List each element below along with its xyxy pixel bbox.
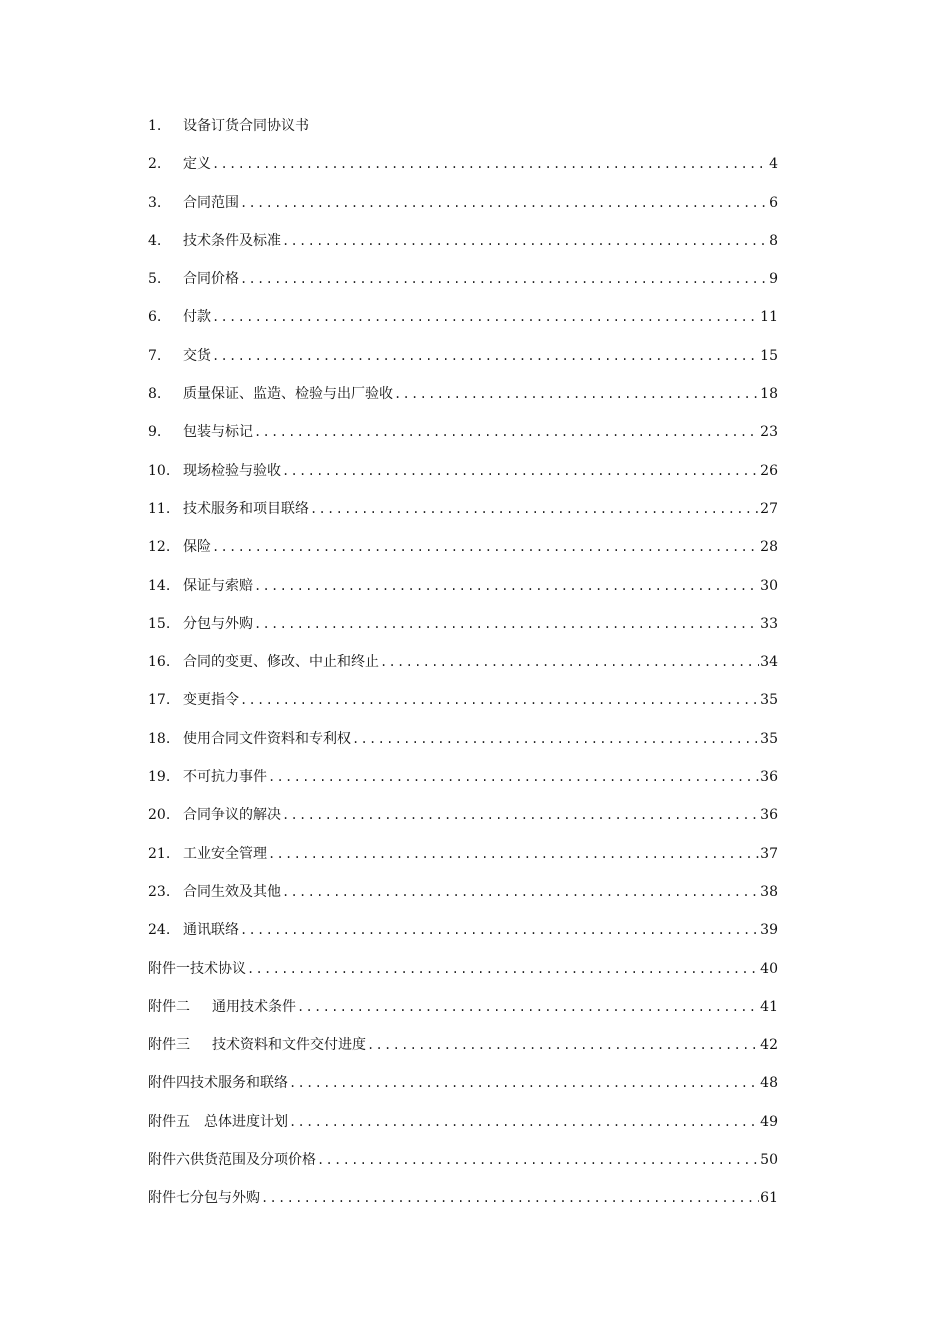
toc-entry-number: 2. bbox=[148, 156, 162, 173]
toc-entry[interactable] bbox=[148, 307, 778, 345]
toc-entry-page: 61 bbox=[760, 1190, 778, 1207]
toc-entry[interactable] bbox=[148, 997, 778, 1035]
toc-entry-page: 18 bbox=[760, 386, 778, 403]
toc-entry-number: 附件五 bbox=[148, 1113, 190, 1130]
toc-entry-page: 23 bbox=[760, 424, 778, 441]
toc-entry-page: 30 bbox=[760, 577, 778, 594]
toc-entry-title: 供货范围及分项价格 bbox=[190, 1152, 316, 1169]
toc-entry-number: 6. bbox=[148, 309, 162, 326]
toc-entry[interactable] bbox=[148, 231, 778, 269]
toc-dot-leader bbox=[240, 269, 768, 289]
toc-entry-number: 16. bbox=[148, 654, 171, 671]
toc-dot-leader bbox=[289, 1073, 759, 1093]
toc-entry[interactable] bbox=[148, 269, 778, 307]
toc-entry[interactable] bbox=[148, 576, 778, 614]
toc-entry-page: 40 bbox=[760, 960, 778, 977]
toc-entry-title: 交货 bbox=[183, 347, 211, 364]
toc-entry-page: 33 bbox=[760, 615, 778, 632]
toc-entry-number: 附件一 bbox=[148, 960, 190, 977]
toc-entry-page: 36 bbox=[760, 807, 778, 824]
toc-entry-number: 20. bbox=[148, 807, 171, 824]
toc-entry-page: 4 bbox=[769, 156, 778, 173]
toc-entry-title: 保证与索赔 bbox=[183, 577, 253, 594]
toc-entry[interactable] bbox=[148, 882, 778, 920]
toc-entry-number: 12. bbox=[148, 539, 171, 556]
toc-entry-number: 3. bbox=[148, 194, 162, 211]
toc-entry-page: 35 bbox=[760, 692, 778, 709]
toc-entry-title: 质量保证、监造、检验与出厂验收 bbox=[183, 386, 393, 403]
toc-dot-leader bbox=[289, 1112, 759, 1132]
toc-entry-title: 变更指令 bbox=[183, 692, 239, 709]
toc-dot-leader bbox=[282, 805, 759, 825]
toc-entry-page: 34 bbox=[760, 654, 778, 671]
toc-entry-title: 分包与外购 bbox=[183, 615, 253, 632]
toc-entry-title: 现场检验与验收 bbox=[183, 462, 281, 479]
toc-entry[interactable] bbox=[148, 537, 778, 575]
toc-entry-page: 28 bbox=[760, 539, 778, 556]
toc-entry-number: 15. bbox=[148, 615, 171, 632]
toc-entry[interactable] bbox=[148, 193, 778, 231]
toc-entry-title: 技术条件及标准 bbox=[183, 232, 281, 249]
toc-entry-title: 设备订货合同协议书 bbox=[183, 118, 309, 134]
toc-entry[interactable] bbox=[148, 499, 778, 537]
toc-dot-leader bbox=[282, 882, 759, 902]
toc-entry[interactable] bbox=[148, 690, 778, 728]
toc-entry-number: 14. bbox=[148, 577, 171, 594]
toc-dot-leader bbox=[367, 1035, 759, 1055]
toc-entry[interactable] bbox=[148, 959, 778, 997]
toc-entry[interactable] bbox=[148, 920, 778, 958]
toc-entry-page: 42 bbox=[760, 1037, 778, 1054]
toc-entry[interactable] bbox=[148, 1112, 778, 1150]
toc-entry-number: 1. bbox=[148, 118, 162, 134]
toc-entry-page: 26 bbox=[760, 462, 778, 479]
toc-entry[interactable] bbox=[148, 614, 778, 652]
toc-entry-number: 4. bbox=[148, 232, 162, 249]
toc-entry-title: 总体进度计划 bbox=[204, 1113, 288, 1130]
toc-dot-leader bbox=[254, 576, 759, 596]
table-of-contents bbox=[148, 116, 778, 1227]
toc-dot-leader bbox=[212, 307, 759, 327]
toc-entry[interactable] bbox=[148, 422, 778, 460]
toc-entry[interactable] bbox=[148, 116, 778, 154]
toc-entry-title: 包装与标记 bbox=[183, 424, 253, 441]
toc-entry-number: 附件二 bbox=[148, 998, 190, 1015]
toc-entry[interactable] bbox=[148, 1150, 778, 1188]
toc-entry[interactable] bbox=[148, 844, 778, 882]
toc-entry-number: 24. bbox=[148, 922, 171, 939]
toc-entry-page: 8 bbox=[769, 232, 778, 249]
toc-entry-number: 5. bbox=[148, 271, 162, 288]
toc-entry-page: 36 bbox=[760, 769, 778, 786]
toc-dot-leader bbox=[212, 154, 768, 174]
toc-dot-leader bbox=[240, 690, 759, 710]
toc-entry-title: 付款 bbox=[183, 309, 211, 326]
toc-entry-title: 合同价格 bbox=[183, 271, 239, 288]
toc-entry-page: 9 bbox=[769, 271, 778, 288]
toc-dot-leader bbox=[247, 959, 759, 979]
toc-entry-number: 9. bbox=[148, 424, 162, 441]
toc-entry[interactable] bbox=[148, 767, 778, 805]
toc-entry-title: 保险 bbox=[183, 539, 211, 556]
toc-entry-page: 35 bbox=[760, 730, 778, 747]
toc-entry-page: 6 bbox=[769, 194, 778, 211]
toc-entry-number: 19. bbox=[148, 769, 171, 786]
toc-entry-title: 合同生效及其他 bbox=[183, 883, 281, 900]
toc-entry-number: 7. bbox=[148, 347, 162, 364]
toc-entry-number: 18. bbox=[148, 730, 171, 747]
toc-entry[interactable] bbox=[148, 154, 778, 192]
toc-entry-page: 38 bbox=[760, 883, 778, 900]
toc-entry[interactable] bbox=[148, 1073, 778, 1111]
toc-entry-title: 技术服务和项目联络 bbox=[183, 500, 309, 517]
toc-entry-page: 50 bbox=[760, 1152, 778, 1169]
toc-entry[interactable] bbox=[148, 1035, 778, 1073]
toc-entry-number: 附件四 bbox=[148, 1075, 190, 1092]
toc-dot-leader bbox=[394, 384, 759, 404]
toc-entry-title: 分包与外购 bbox=[190, 1190, 260, 1207]
toc-entry[interactable] bbox=[148, 1188, 778, 1226]
toc-entry-title: 使用合同文件资料和专利权 bbox=[183, 730, 351, 747]
toc-entry-title: 不可抗力事件 bbox=[183, 769, 267, 786]
toc-entry-title: 通讯联络 bbox=[183, 922, 239, 939]
toc-entry-page: 49 bbox=[760, 1113, 778, 1130]
toc-entry-page: 27 bbox=[760, 500, 778, 517]
toc-entry-number: 8. bbox=[148, 386, 162, 403]
toc-entry-number: 10. bbox=[148, 462, 171, 479]
toc-dot-leader bbox=[212, 346, 759, 366]
toc-dot-leader bbox=[268, 844, 759, 864]
toc-entry-number: 附件七 bbox=[148, 1190, 190, 1207]
toc-entry[interactable] bbox=[148, 729, 778, 767]
toc-dot-leader bbox=[380, 652, 759, 672]
toc-entry[interactable] bbox=[148, 805, 778, 843]
toc-entry[interactable] bbox=[148, 461, 778, 499]
toc-entry-title: 合同范围 bbox=[183, 194, 239, 211]
toc-entry-title: 技术服务和联络 bbox=[190, 1075, 288, 1092]
toc-dot-leader bbox=[310, 499, 759, 519]
toc-dot-leader bbox=[317, 1150, 759, 1170]
toc-entry-number: 23. bbox=[148, 883, 171, 900]
toc-dot-leader bbox=[254, 614, 759, 634]
toc-entry-number: 21. bbox=[148, 845, 171, 862]
toc-entry-page: 48 bbox=[760, 1075, 778, 1092]
toc-entry-page: 39 bbox=[760, 922, 778, 939]
toc-dot-leader bbox=[261, 1188, 759, 1208]
toc-entry-title: 定义 bbox=[183, 156, 211, 173]
toc-entry-title: 合同争议的解决 bbox=[183, 807, 281, 824]
toc-entry-page: 37 bbox=[760, 845, 778, 862]
toc-dot-leader bbox=[297, 997, 759, 1017]
toc-dot-leader bbox=[282, 231, 768, 251]
toc-entry[interactable] bbox=[148, 652, 778, 690]
toc-entry-page: 11 bbox=[760, 309, 778, 326]
toc-entry[interactable] bbox=[148, 346, 778, 384]
toc-entry[interactable] bbox=[148, 384, 778, 422]
toc-entry-title: 技术协议 bbox=[190, 960, 246, 977]
toc-entry-title: 通用技术条件 bbox=[212, 998, 296, 1015]
toc-entry-number: 附件三 bbox=[148, 1037, 190, 1054]
toc-dot-leader bbox=[352, 729, 759, 749]
toc-dot-leader bbox=[240, 920, 759, 940]
toc-dot-leader bbox=[254, 422, 759, 442]
toc-entry-title: 合同的变更、修改、中止和终止 bbox=[183, 654, 379, 671]
toc-entry-number: 附件六 bbox=[148, 1152, 190, 1169]
toc-dot-leader bbox=[212, 537, 759, 557]
toc-entry-title: 工业安全管理 bbox=[183, 845, 267, 862]
toc-entry-number: 11. bbox=[148, 500, 171, 517]
toc-entry-number: 17. bbox=[148, 692, 171, 709]
toc-dot-leader bbox=[282, 461, 759, 481]
toc-dot-leader bbox=[240, 193, 768, 213]
toc-entry-title: 技术资料和文件交付进度 bbox=[212, 1037, 366, 1054]
toc-entry-page: 41 bbox=[760, 998, 778, 1015]
toc-dot-leader bbox=[268, 767, 759, 787]
toc-entry-page: 15 bbox=[760, 347, 778, 364]
